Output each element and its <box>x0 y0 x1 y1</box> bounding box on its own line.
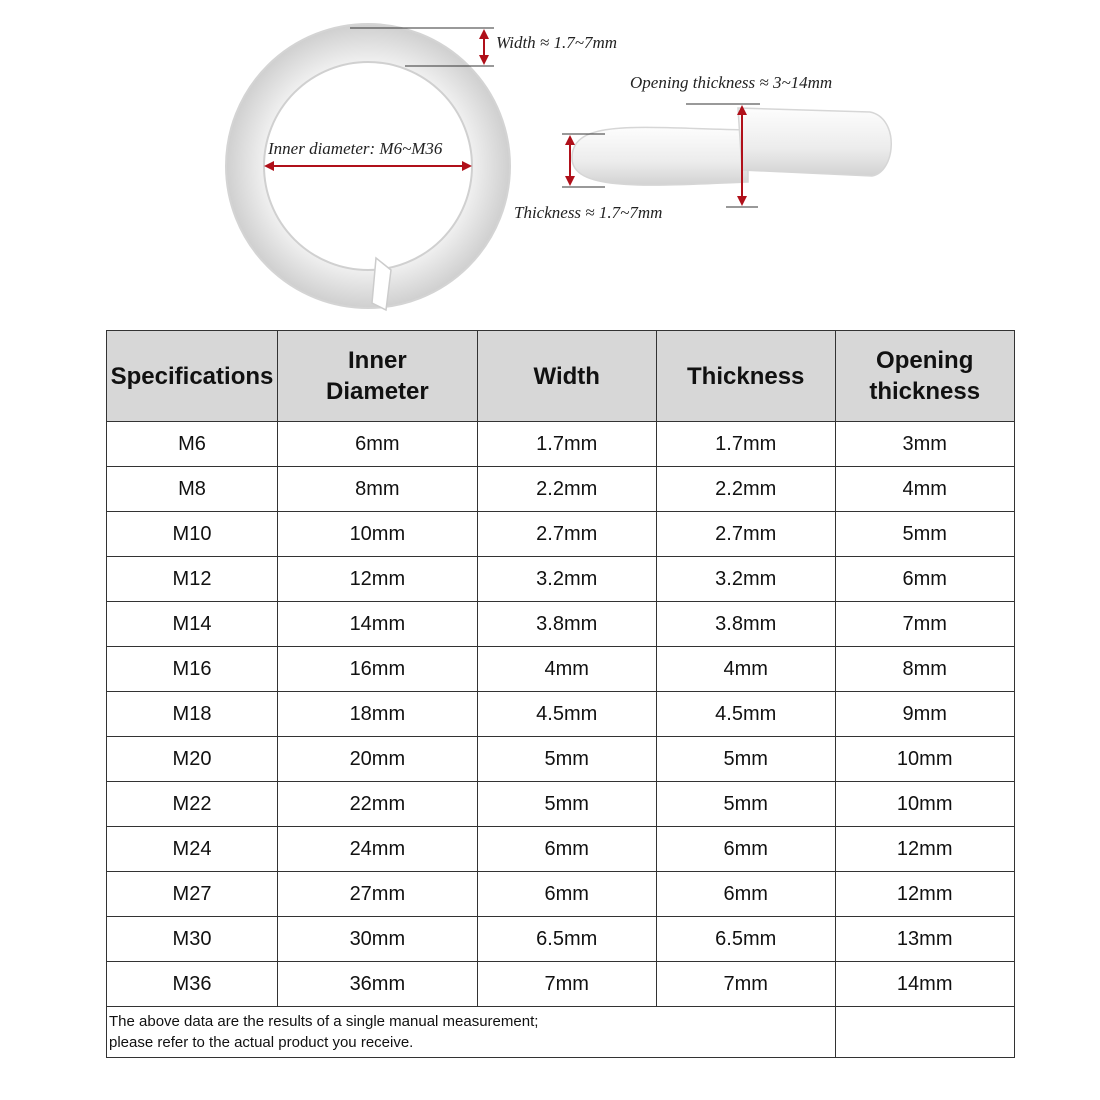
inner-diameter-cell: 10mm <box>278 512 478 557</box>
note-line-1: The above data are the results of a single manual measurement; <box>109 1013 539 1030</box>
table-body <box>107 422 1015 1007</box>
spec-cell: M27 <box>107 872 278 917</box>
washer-diagram <box>0 0 1100 325</box>
width-cell: 5mm <box>477 737 656 782</box>
spec-cell: M8 <box>107 467 278 512</box>
note-line-2: please refer to the actual product you receive. <box>109 1034 414 1051</box>
header-thickness: Thickness <box>656 331 835 422</box>
opening-thickness-cell: 3mm <box>835 422 1014 467</box>
spec-cell: M30 <box>107 917 278 962</box>
thickness-label: Thickness ≈ 1.7~7mm <box>514 203 663 222</box>
thickness-cell: 4mm <box>656 647 835 692</box>
thickness-cell: 6mm <box>656 827 835 872</box>
table-row <box>107 872 1015 917</box>
table-row <box>107 467 1015 512</box>
opening-thickness-cell: 13mm <box>835 917 1014 962</box>
thickness-cell: 3.8mm <box>656 602 835 647</box>
table-row <box>107 602 1015 647</box>
inner-diameter-cell: 16mm <box>278 647 478 692</box>
washer-side-view <box>572 108 891 185</box>
thickness-cell: 2.7mm <box>656 512 835 557</box>
inner-diameter-cell: 8mm <box>278 467 478 512</box>
table-row <box>107 512 1015 557</box>
thickness-cell: 2.2mm <box>656 467 835 512</box>
thickness-cell: 7mm <box>656 962 835 1007</box>
width-cell: 3.8mm <box>477 602 656 647</box>
note-empty-cell <box>835 1007 1014 1058</box>
inner-diameter-cell: 24mm <box>278 827 478 872</box>
width-cell: 1.7mm <box>477 422 656 467</box>
opening-thickness-cell: 10mm <box>835 782 1014 827</box>
width-cell: 2.7mm <box>477 512 656 557</box>
inner-diameter-cell: 36mm <box>278 962 478 1007</box>
spec-cell: M14 <box>107 602 278 647</box>
opening-thickness-cell: 9mm <box>835 692 1014 737</box>
spec-cell: M20 <box>107 737 278 782</box>
width-cell: 4.5mm <box>477 692 656 737</box>
inner-diameter-cell: 6mm <box>278 422 478 467</box>
spec-cell: M12 <box>107 557 278 602</box>
spec-cell: M6 <box>107 422 278 467</box>
table-row <box>107 782 1015 827</box>
header-inner-diameter: Inner Diameter <box>278 331 478 422</box>
header-specifications: Specifications <box>107 331 278 422</box>
width-cell: 4mm <box>477 647 656 692</box>
thickness-cell: 6.5mm <box>656 917 835 962</box>
thickness-cell: 6mm <box>656 872 835 917</box>
spec-cell: M16 <box>107 647 278 692</box>
opening-thickness-cell: 12mm <box>835 872 1014 917</box>
opening-thickness-label: Opening thickness ≈ 3~14mm <box>630 73 833 92</box>
opening-thickness-cell: 8mm <box>835 647 1014 692</box>
inner-diameter-label: Inner diameter: M6~M36 <box>268 139 443 158</box>
spec-table <box>106 330 1015 1058</box>
width-cell: 2.2mm <box>477 467 656 512</box>
width-cell: 6mm <box>477 827 656 872</box>
note-cell <box>107 1007 836 1058</box>
opening-thickness-cell: 10mm <box>835 737 1014 782</box>
table-row <box>107 557 1015 602</box>
inner-diameter-cell: 12mm <box>278 557 478 602</box>
note-row <box>107 1007 1015 1058</box>
table-row <box>107 827 1015 872</box>
spec-cell: M18 <box>107 692 278 737</box>
inner-diameter-cell: 27mm <box>278 872 478 917</box>
header-opening-thickness: Opening thickness <box>835 331 1014 422</box>
thickness-cell: 5mm <box>656 782 835 827</box>
width-label: Width ≈ 1.7~7mm <box>496 33 618 52</box>
table-row <box>107 737 1015 782</box>
opening-thickness-cell: 12mm <box>835 827 1014 872</box>
inner-diameter-cell: 22mm <box>278 782 478 827</box>
spec-cell: M22 <box>107 782 278 827</box>
spec-cell: M24 <box>107 827 278 872</box>
inner-diameter-cell: 14mm <box>278 602 478 647</box>
table-row <box>107 647 1015 692</box>
thickness-cell: 4.5mm <box>656 692 835 737</box>
width-cell: 3.2mm <box>477 557 656 602</box>
spec-cell: M36 <box>107 962 278 1007</box>
opening-thickness-cell: 7mm <box>835 602 1014 647</box>
table-row <box>107 962 1015 1007</box>
width-cell: 7mm <box>477 962 656 1007</box>
inner-diameter-cell: 18mm <box>278 692 478 737</box>
opening-thickness-cell: 14mm <box>835 962 1014 1007</box>
width-cell: 5mm <box>477 782 656 827</box>
inner-diameter-cell: 20mm <box>278 737 478 782</box>
width-cell: 6.5mm <box>477 917 656 962</box>
opening-thickness-cell: 6mm <box>835 557 1014 602</box>
thickness-cell: 3.2mm <box>656 557 835 602</box>
spec-cell: M10 <box>107 512 278 557</box>
inner-diameter-cell: 30mm <box>278 917 478 962</box>
table-header-row <box>107 331 1015 422</box>
header-width: Width <box>477 331 656 422</box>
table-row <box>107 422 1015 467</box>
thickness-cell: 1.7mm <box>656 422 835 467</box>
width-cell: 6mm <box>477 872 656 917</box>
opening-thickness-cell: 4mm <box>835 467 1014 512</box>
table-row <box>107 917 1015 962</box>
table-row <box>107 692 1015 737</box>
thickness-cell: 5mm <box>656 737 835 782</box>
opening-thickness-cell: 5mm <box>835 512 1014 557</box>
